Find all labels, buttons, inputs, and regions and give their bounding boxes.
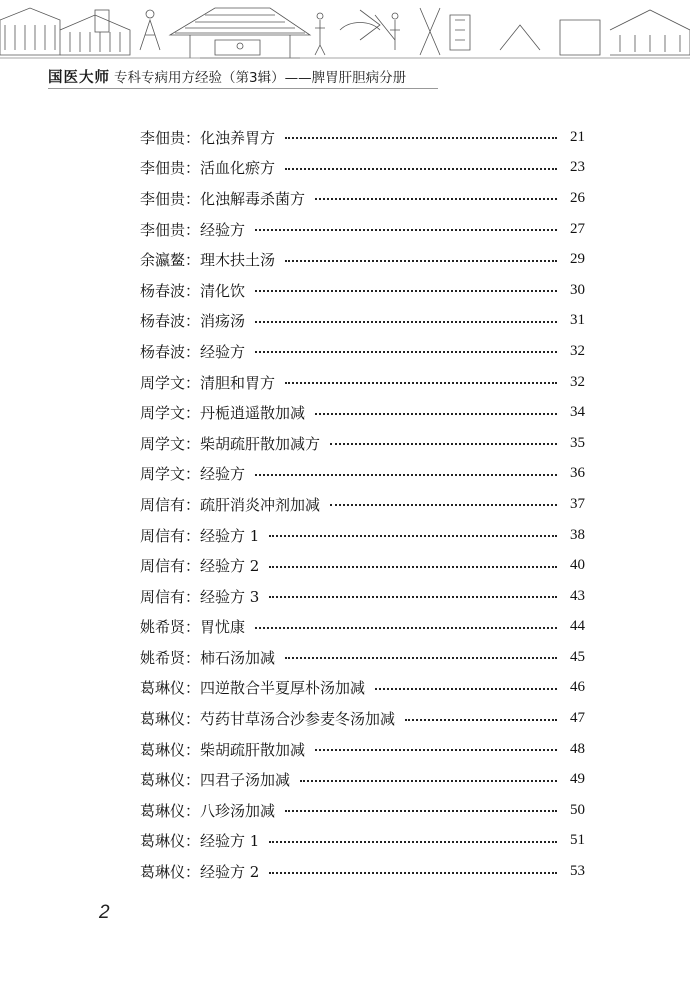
toc-page-number: 49 [570,771,585,788]
toc-page-number: 50 [570,801,585,818]
toc-author: 李佃贵 [140,159,186,178]
toc-dot-leader [285,168,557,170]
toc-title: 经验方 1 [200,832,260,851]
page-number: 2 [99,902,110,923]
toc-page-number: 45 [570,648,585,665]
toc-entry [140,153,585,184]
toc-page-number: 38 [570,526,585,543]
toc-dot-leader [285,260,557,262]
toc-author: 周学文 [140,434,186,453]
toc-entry [140,642,585,673]
header-brand: 国医大师 [48,70,110,86]
toc-dot-leader [255,474,557,476]
toc-dot-leader [405,719,557,721]
toc-dot-leader [255,229,557,231]
toc-title: 柴胡疏肝散加减 [200,740,306,759]
toc-dot-leader [269,872,557,874]
toc-title: 芍药甘草汤合沙参麦冬汤加减 [200,710,396,729]
toc-page-number: 32 [570,342,585,359]
toc-author: 周信有 [140,495,186,514]
toc-separator: ： [185,863,201,882]
toc-title: 疏肝消炎冲剂加减 [200,495,321,514]
toc-title: 活血化瘀方 [200,159,276,178]
toc-page-number: 44 [570,618,585,635]
toc-author: 李佃贵 [140,189,186,208]
toc-separator: ： [185,465,201,484]
toc-author: 李佃贵 [140,220,186,239]
toc-entry [140,397,585,428]
toc-dot-leader [285,137,557,139]
toc-entry [140,489,585,520]
toc-entry [140,673,585,704]
toc-author: 杨春波 [140,281,186,300]
toc-dot-leader [269,596,557,598]
toc-page-number: 26 [570,189,585,206]
toc-title: 八珍汤加减 [200,801,276,820]
toc-title: 经验方 [200,465,246,484]
toc-entry [140,764,585,795]
toc-author: 葛琳仪 [140,863,186,882]
toc-entry [140,183,585,214]
toc-separator: ： [185,128,201,147]
toc-separator: ： [185,189,201,208]
toc-dot-leader [255,290,557,292]
toc-page-number: 43 [570,587,585,604]
toc-entry [140,795,585,826]
toc-entry [140,428,585,459]
toc-separator: ： [185,771,201,790]
toc-page-number: 48 [570,740,585,757]
toc-separator: ： [185,648,201,667]
toc-dot-leader [255,321,557,323]
toc-page-number: 51 [570,832,585,849]
toc-separator: ： [185,618,201,637]
toc-title: 胃忧康 [200,618,246,637]
toc-entry [140,306,585,337]
toc-separator: ： [185,679,201,698]
toc-page-number: 37 [570,495,585,512]
toc-title: 清化饮 [200,281,246,300]
toc-page-number: 23 [570,159,585,176]
toc-title: 经验方 2 [200,557,260,576]
toc-page-number: 53 [570,863,585,880]
toc-author: 周学文 [140,404,186,423]
toc-dot-leader [255,351,557,353]
toc-entry [140,856,585,887]
toc-author: 周学文 [140,465,186,484]
toc-entry [140,244,585,275]
toc-entry [140,214,585,245]
toc-separator: ： [185,710,201,729]
toc-title: 经验方 [200,220,246,239]
toc-entry [140,367,585,398]
toc-entry [140,336,585,367]
toc-page-number: 47 [570,710,585,727]
toc-dot-leader [269,566,557,568]
toc-title: 丹栀逍遥散加减 [200,404,306,423]
toc-separator: ： [185,251,201,270]
toc-title: 四君子汤加减 [200,771,291,790]
toc-author: 姚希贤 [140,648,186,667]
header-book-title: 专科专病用方经验（第3辑）——脾胃肝胆病分册 [114,70,407,86]
toc-entry [140,703,585,734]
toc-author: 葛琳仪 [140,679,186,698]
toc-separator: ： [185,159,201,178]
toc-title: 经验方 3 [200,587,260,606]
toc-title: 经验方 2 [200,863,260,882]
toc-page-number: 40 [570,557,585,574]
toc-dot-leader [375,688,557,690]
toc-author: 葛琳仪 [140,832,186,851]
toc-separator: ： [185,404,201,423]
header-rule [48,88,438,89]
toc-title: 理木扶土汤 [200,251,276,270]
toc-author: 姚希贤 [140,618,186,637]
toc-author: 李佃贵 [140,128,186,147]
toc-title: 柿石汤加减 [200,648,276,667]
toc-author: 葛琳仪 [140,801,186,820]
toc-separator: ： [185,526,201,545]
toc-separator: ： [185,740,201,759]
toc-dot-leader [269,535,557,537]
toc-title: 经验方 1 [200,526,260,545]
toc-dot-leader [255,627,557,629]
toc-page-number: 31 [570,312,585,329]
toc-author: 杨春波 [140,312,186,331]
toc-dot-leader [330,443,557,445]
toc-title: 经验方 [200,342,246,361]
table-of-contents [140,122,585,887]
toc-dot-leader [285,657,557,659]
toc-separator: ： [185,495,201,514]
toc-page-number: 34 [570,404,585,421]
toc-page-number: 36 [570,465,585,482]
toc-entry [140,734,585,765]
toc-entry [140,550,585,581]
toc-separator: ： [185,220,201,239]
toc-entry [140,581,585,612]
toc-entry [140,459,585,490]
toc-separator: ： [185,587,201,606]
toc-page-number: 35 [570,434,585,451]
toc-separator: ： [185,312,201,331]
toc-author: 周信有 [140,587,186,606]
toc-title: 柴胡疏肝散加减方 [200,434,321,453]
toc-dot-leader [285,810,557,812]
toc-page-number: 27 [570,220,585,237]
toc-separator: ： [185,801,201,820]
toc-author: 葛琳仪 [140,740,186,759]
toc-title: 清胆和胃方 [200,373,276,392]
toc-entry [140,275,585,306]
toc-separator: ： [185,557,201,576]
toc-page-number: 30 [570,281,585,298]
toc-dot-leader [269,841,557,843]
toc-title: 消疡汤 [200,312,246,331]
toc-title: 化浊解毒杀菌方 [200,189,306,208]
toc-dot-leader [330,504,557,506]
toc-author: 周学文 [140,373,186,392]
toc-page-number: 21 [570,128,585,145]
toc-author: 杨春波 [140,342,186,361]
toc-dot-leader [285,382,557,384]
toc-separator: ： [185,281,201,300]
toc-separator: ： [185,342,201,361]
toc-author: 余瀛鳌 [140,251,186,270]
toc-entry [140,612,585,643]
toc-author: 周信有 [140,557,186,576]
toc-author: 周信有 [140,526,186,545]
toc-dot-leader [315,749,557,751]
toc-separator: ： [185,434,201,453]
toc-page-number: 29 [570,251,585,268]
toc-separator: ： [185,373,201,392]
toc-page-number: 46 [570,679,585,696]
header-illustration [0,0,690,62]
toc-entry [140,826,585,857]
toc-author: 葛琳仪 [140,771,186,790]
toc-page-number: 32 [570,373,585,390]
toc-entry [140,520,585,551]
toc-separator: ： [185,832,201,851]
toc-dot-leader [300,780,557,782]
toc-entry [140,122,585,153]
toc-title: 四逆散合半夏厚朴汤加减 [200,679,366,698]
toc-title: 化浊养胃方 [200,128,276,147]
toc-author: 葛琳仪 [140,710,186,729]
running-header [48,66,648,87]
toc-dot-leader [315,198,557,200]
toc-dot-leader [315,413,557,415]
